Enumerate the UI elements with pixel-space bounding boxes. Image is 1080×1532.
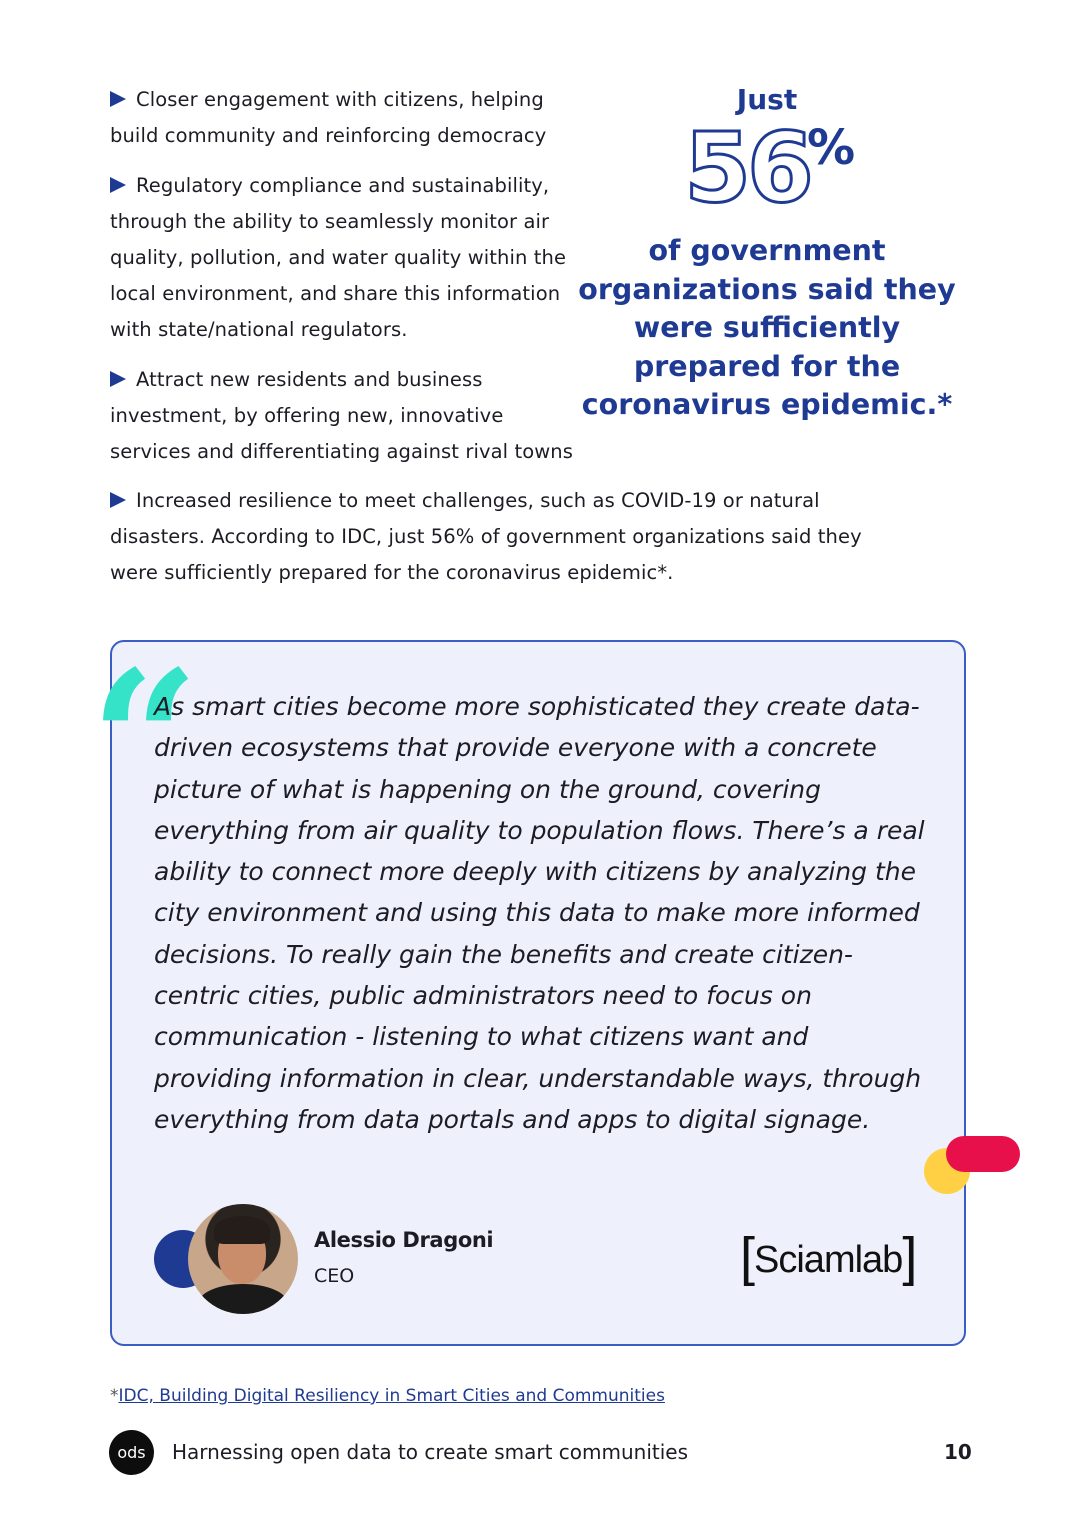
triangle-bullet-icon <box>110 492 126 508</box>
company-logo: [Sciamlab] <box>740 1227 917 1287</box>
footnote-marker: * <box>110 1386 119 1406</box>
footnote <box>110 1386 665 1406</box>
page-number: 10 <box>944 1440 972 1464</box>
bullet-list <box>110 82 590 484</box>
decorative-red-pill <box>946 1136 1020 1172</box>
quote-card <box>90 629 966 1346</box>
company-logo-text: Sciamlab <box>754 1239 903 1281</box>
triangle-bullet-icon <box>110 91 126 107</box>
author-avatar-group <box>154 1204 304 1316</box>
bullet-item: Attract new residents and business investment, by offering new, innovative services and differentiating against rival towns <box>110 368 574 463</box>
bullet-item: Closer engagement with citizens, helping build community and reinforcing democracy <box>110 88 547 147</box>
footer-title: Harnessing open data to create smart communities <box>172 1440 689 1464</box>
ods-logo: ods <box>109 1430 154 1475</box>
bullet-item: Increased resilience to meet challenges, such as COVID-19 or natural disasters. According to IDC, just 56% of government organizations said they were sufficiently prepared for the coronavirus epidemic*. <box>110 489 862 584</box>
stat-value: 56 <box>684 112 810 224</box>
quote-mark-icon: “ <box>90 629 178 852</box>
stat-figure <box>575 112 959 224</box>
triangle-bullet-icon <box>110 371 126 387</box>
author-name: Alessio Dragoni <box>314 1228 494 1252</box>
stat-callout <box>575 82 959 425</box>
avatar <box>188 1204 298 1314</box>
quote-text: As smart cities become more sophisticated they create data-driven ecosystems that provide everyone with a concrete picture of what is happening on the ground, covering everything from air quality to population flows. There’s a real ability to connect more deeply with citizens by analyzing the city environment and using this data to make more informed decisions. To really gain the benefits and create citizen-centric cities, public administrators need to focus on communication - listening to what citizens want and providing information in clear, understandable ways, through everything from data portals and apps to digital signage. <box>154 692 925 1134</box>
bullet-item: Regulatory compliance and sustainability, through the ability to seamlessly monitor air quality, pollution, and water quality within the local environment, and share this information with state/national regulators. <box>110 174 567 341</box>
stat-description: of government organizations said they were sufficiently prepared for the coronavirus epidemic.* <box>578 234 956 421</box>
stat-prefix: Just <box>736 83 798 116</box>
footnote-link[interactable]: IDC, Building Digital Resiliency in Smart Cities and Communities <box>118 1386 665 1406</box>
stat-unit: % <box>807 120 856 176</box>
triangle-bullet-icon <box>110 177 126 193</box>
bullet-item-wide <box>110 483 910 591</box>
author-role: CEO <box>314 1265 355 1287</box>
